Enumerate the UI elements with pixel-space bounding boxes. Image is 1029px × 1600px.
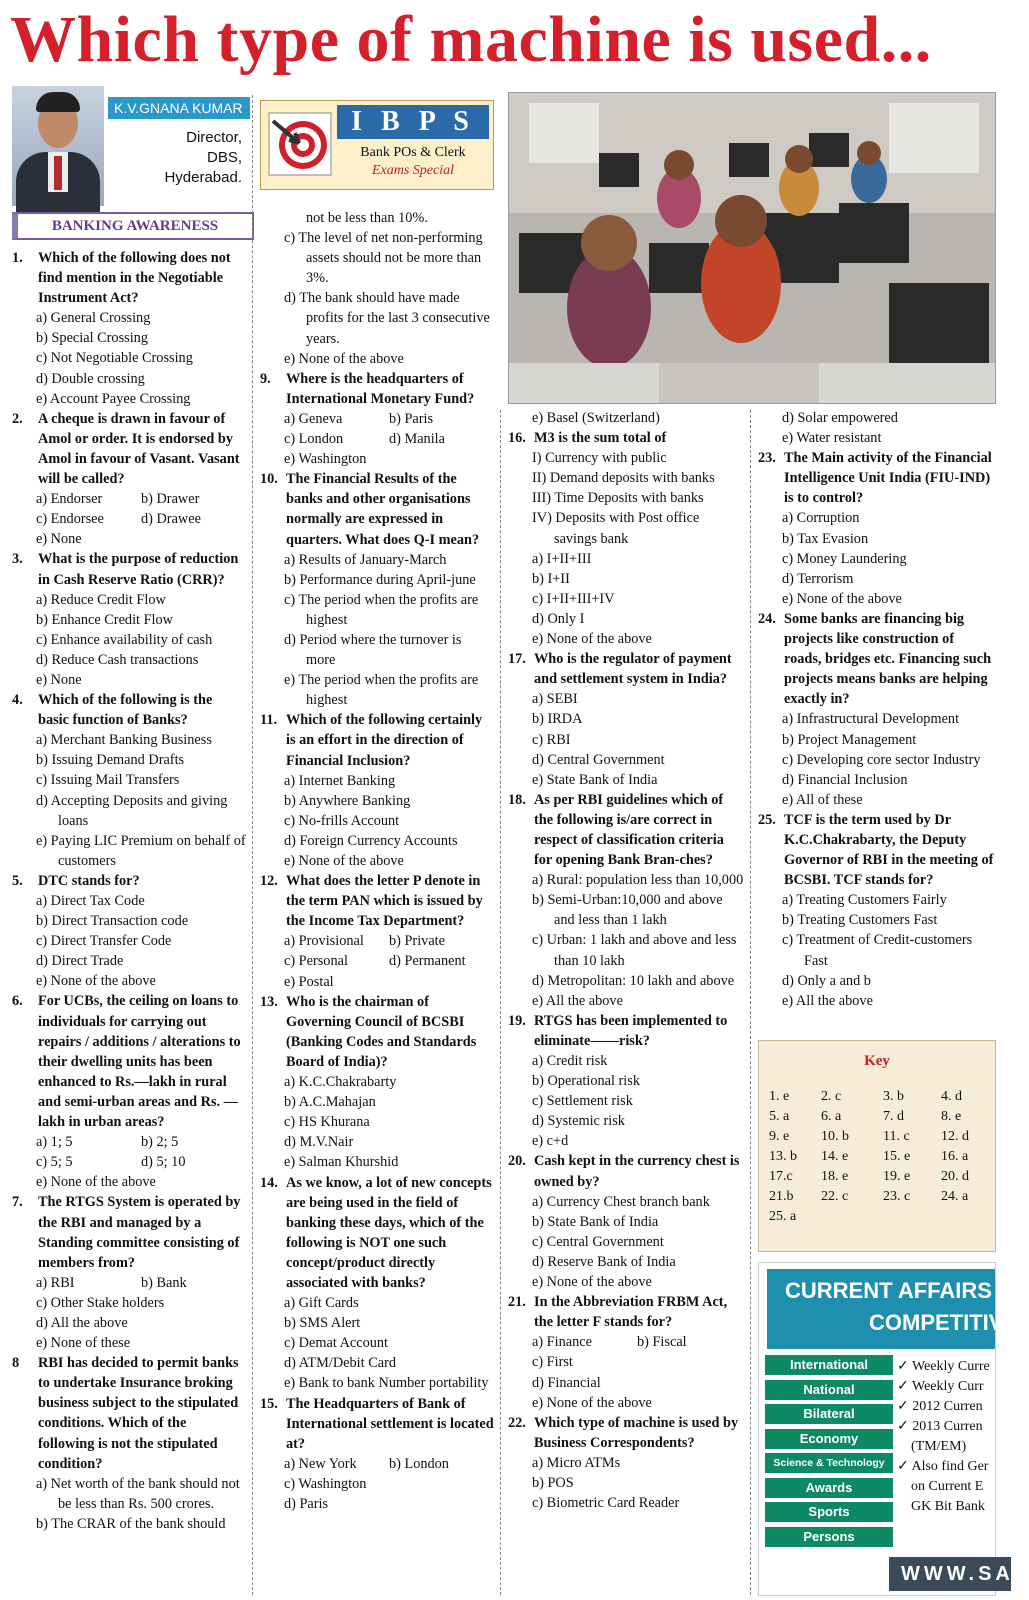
question — [12, 549, 246, 589]
option: a) RBI — [36, 1274, 75, 1291]
option: e) None of the above — [532, 631, 652, 648]
option: a) Results of January-March — [284, 551, 447, 568]
option: IV) Deposits with Post office savings bank — [532, 510, 700, 547]
option: a) Credit risk — [532, 1053, 608, 1069]
question-column-1 — [12, 248, 246, 1534]
question-text: TCF is the term used by Dr K.C.Chakrabarty, the Deputy Governor of RBI in the meeting of BCSBI. TCF stands for? — [784, 811, 994, 889]
question — [508, 428, 744, 448]
option: d) Only I — [532, 610, 585, 627]
option: a) I+II+III — [532, 550, 592, 567]
option: b) Drawer — [141, 491, 200, 508]
question-text: Which of the following does not find mention in the Negotiable Instrument Act? — [38, 250, 231, 307]
column-divider — [750, 410, 751, 1595]
question-number: 7. — [12, 1194, 23, 1211]
option-continuation: not be less than 10%. — [306, 210, 428, 226]
option-pair — [260, 1454, 494, 1474]
question-text: In the Abbreviation FRBM Act, the letter F stands for? — [534, 1294, 728, 1331]
question-text: RBI has decided to permit banks to undertake Insurance broking business subject to the stipulated conditions. Which of the following is not the stipulated condition? — [38, 1355, 239, 1472]
option: c) Personal — [284, 953, 348, 970]
ad-menu-item: International — [765, 1355, 893, 1375]
option: d) Accepting Deposits and giving loans — [36, 792, 228, 829]
option: d) 5; 10 — [141, 1154, 186, 1171]
question — [12, 1353, 246, 1474]
option: b) I+II — [532, 570, 570, 587]
answer-key-item: 15. e — [883, 1149, 911, 1164]
option: b) Private — [389, 933, 445, 950]
question — [12, 1192, 246, 1272]
question-text: Who is the chairman of Governing Council of BCSBI (Banking Codes and Standards Board of India)? — [286, 993, 477, 1070]
option: e) State Bank of India — [532, 771, 658, 788]
question — [508, 1413, 744, 1453]
question — [260, 710, 494, 770]
option: c) Developing core sector Industry — [782, 751, 981, 768]
option: e) Postal — [284, 973, 334, 990]
ad-list-item: ✓ 2013 Curren — [897, 1419, 983, 1434]
option: d) Financial Inclusion — [782, 771, 908, 788]
option: c) Treatment of Credit-customers Fast — [782, 932, 973, 969]
question-text: DTC stands for? — [38, 872, 140, 889]
option: b) SMS Alert — [284, 1315, 361, 1332]
headline: Which type of machine is used... — [10, 3, 932, 76]
option: a) Internet Banking — [284, 772, 396, 789]
ad-menu — [765, 1355, 893, 1551]
ad-list-item: ✓ Weekly Curre — [897, 1359, 990, 1374]
option: e) All the above — [782, 992, 873, 1009]
answer-key-item: 12. d — [941, 1129, 969, 1144]
current-affairs-ad — [758, 1262, 1029, 1596]
answer-key-item: 21.b — [769, 1189, 794, 1204]
question-number: 24. — [758, 610, 776, 627]
question-number: 12. — [260, 873, 278, 890]
answer-key-title: Key — [864, 1053, 890, 1069]
ad-list-item: (TM/EM) — [911, 1439, 967, 1454]
option: b) London — [389, 1455, 449, 1472]
option: e) All the above — [532, 992, 623, 1009]
question-text: A cheque is drawn in favour of Amol or order. It is endorsed by Amol in favour of Vasant. Vasant will be called? — [38, 410, 240, 488]
question-text: What does the letter P denote in the term PAN which is issued by the Income Tax Department? — [286, 873, 483, 930]
option: d) Central Government — [532, 751, 665, 768]
option: b) POS — [532, 1474, 574, 1491]
option: a) Direct Tax Code — [36, 893, 145, 909]
option: b) Paris — [389, 410, 434, 427]
option: a) Merchant Banking Business — [36, 732, 212, 749]
option: a) K.C.Chakrabarty — [284, 1074, 397, 1091]
option: d) Financial — [532, 1374, 601, 1391]
option: a) Rural: population less than 10,000 — [532, 872, 744, 889]
ad-title: CURRENT AFFAIRS FO COMPETITIVE — [767, 1269, 995, 1349]
ad-website: WWW.SA — [889, 1557, 1011, 1591]
ad-list-item: ✓ Weekly Curr — [897, 1379, 984, 1394]
question-number: 13. — [260, 993, 278, 1010]
option: b) Project Management — [782, 731, 917, 748]
option: c) First — [532, 1354, 573, 1371]
option: b) Issuing Demand Drafts — [36, 752, 185, 769]
option: b) 2; 5 — [141, 1134, 179, 1151]
option: d) Systemic risk — [532, 1113, 625, 1130]
option: c) London — [284, 431, 344, 448]
question-text: Which of the following certainly is an effort in the direction of Financial Inclusion? — [286, 712, 483, 769]
option: b) Special Crossing — [36, 330, 148, 347]
question-number: 21. — [508, 1294, 526, 1311]
ad-menu-item: Awards — [765, 1478, 893, 1498]
option: e) None — [36, 531, 82, 548]
section-title: BANKING AWARENESS — [12, 212, 254, 240]
option: a) Currency Chest branch bank — [532, 1193, 710, 1210]
answer-key-item: 17.c — [769, 1169, 793, 1184]
question — [260, 469, 494, 549]
option: c) I+II+III+IV — [532, 590, 615, 607]
option: b) Semi-Urban:10,000 and above and less than 1 lakh — [532, 892, 723, 929]
option: d) Reserve Bank of India — [532, 1253, 676, 1270]
option-pair — [12, 1152, 246, 1172]
option: b) State Bank of India — [532, 1213, 659, 1230]
question — [260, 369, 494, 409]
answer-key — [758, 1040, 996, 1252]
option: b) Performance during April-june — [284, 571, 476, 588]
option: d) Permanent — [389, 953, 466, 970]
question — [12, 871, 246, 891]
question-number: 20. — [508, 1153, 526, 1170]
question-column-4 — [758, 408, 994, 1011]
question-text: What is the purpose of reduction in Cash Reserve Ratio (CRR)? — [38, 551, 239, 588]
answer-key-item: 19. e — [883, 1169, 911, 1184]
answer-key-item: 2. c — [821, 1089, 842, 1104]
option: e) None of the above — [284, 853, 404, 869]
question-number: 8 — [12, 1355, 20, 1372]
option: b) Bank — [141, 1274, 187, 1291]
option: c) Urban: 1 lakh and above and less than 10 lakh — [532, 932, 737, 969]
option: c) HS Khurana — [284, 1114, 370, 1131]
ad-menu-item: Economy — [765, 1429, 893, 1449]
option: III) Time Deposits with banks — [532, 490, 704, 507]
option: a) Gift Cards — [284, 1295, 359, 1312]
question-number: 5. — [12, 872, 23, 889]
option: d) Drawee — [141, 511, 201, 528]
option: d) Reduce Cash transactions — [36, 651, 199, 668]
question-column-2 — [260, 208, 494, 1514]
option: b) The CRAR of the bank should — [36, 1515, 226, 1532]
ad-list — [897, 1357, 1007, 1517]
author-photo — [12, 86, 104, 206]
option: e) None of the above — [782, 590, 902, 607]
option: II) Demand deposits with banks — [532, 470, 715, 487]
option: e) Bank to bank Number portability — [284, 1375, 489, 1392]
option-pair — [260, 409, 494, 429]
question — [508, 1151, 744, 1191]
option: c) Demat Account — [284, 1335, 389, 1352]
answer-key-item: 6. a — [821, 1109, 842, 1124]
option: d) M.V.Nair — [284, 1134, 354, 1151]
question — [12, 991, 246, 1132]
option: a) 1; 5 — [36, 1134, 73, 1151]
option: c) Enhance availability of cash — [36, 631, 213, 648]
question-text: M3 is the sum total of — [534, 430, 667, 447]
question — [260, 1173, 494, 1294]
ibps-title: I B P S — [337, 105, 489, 139]
option: d) Terrorism — [782, 570, 854, 587]
ad-list-item: ✓ 2012 Curren — [897, 1399, 983, 1414]
option: a) Provisional — [284, 933, 364, 950]
option: e) The period when the profits are highest — [284, 672, 479, 709]
option-pair — [12, 509, 246, 529]
option: a) Reduce Credit Flow — [36, 591, 166, 608]
option-pair — [12, 1273, 246, 1293]
ibps-subtitle: Bank POs & Clerk — [360, 145, 466, 160]
option: a) Treating Customers Fairly — [782, 892, 947, 909]
question — [508, 649, 744, 689]
question-number: 25. — [758, 811, 776, 828]
option: d) Only a and b — [782, 972, 871, 989]
question-column-3 — [508, 408, 744, 1513]
question-number: 2. — [12, 410, 23, 427]
answer-key-item: 4. d — [941, 1089, 962, 1104]
question-text: The Financial Results of the banks and other organisations normally are expressed in quarters. What does Q-I mean? — [286, 471, 480, 548]
question-text: As we know, a lot of new concepts are being used in the field of banking these days, which of the following is NOT one such concept/product directly associated with banks? — [286, 1174, 492, 1291]
target-icon — [269, 113, 331, 175]
question — [260, 992, 494, 1072]
question-number: 14. — [260, 1174, 278, 1191]
answer-key-grid — [769, 1087, 991, 1227]
question — [260, 1394, 494, 1454]
option: a) General Crossing — [36, 310, 151, 327]
option: a) Geneva — [284, 410, 343, 427]
option: c) 5; 5 — [36, 1154, 73, 1171]
option: a) Finance — [532, 1334, 592, 1351]
option: d) Manila — [389, 431, 445, 448]
question-number: 15. — [260, 1395, 278, 1412]
answer-key-item: 18. e — [821, 1169, 849, 1184]
option: d) Metropolitan: 10 lakh and above — [532, 972, 735, 989]
option: d) Double crossing — [36, 370, 145, 387]
option: a) Net worth of the bank should not be less than Rs. 500 crores. — [36, 1475, 240, 1512]
option: c) Endorsee — [36, 511, 104, 528]
option: e) None — [36, 671, 82, 688]
option: b) Operational risk — [532, 1073, 640, 1090]
option: d) Paris — [284, 1496, 329, 1512]
option: d) The bank should have made profits for the last 3 consecutive years. — [284, 290, 490, 347]
question — [12, 690, 246, 730]
question-text: The RTGS System is operated by the RBI and managed by a Standing committee consisting of members from? — [38, 1194, 241, 1271]
option-pair — [508, 1332, 744, 1352]
option: b) Tax Evasion — [782, 530, 869, 547]
ibps-logo — [260, 100, 494, 190]
option: e) c+d — [532, 1133, 569, 1150]
question-number: 18. — [508, 791, 526, 808]
ad-menu-item: Sports — [765, 1502, 893, 1522]
question — [12, 409, 246, 489]
option: b) IRDA — [532, 711, 583, 728]
question-text: As per RBI guidelines which of the following is/are correct in respect of classification criteria for opening Bank Bran-ches? — [534, 791, 724, 869]
question-text: Which of the following is the basic function of Banks? — [38, 692, 213, 729]
option: c) Settlement risk — [532, 1093, 633, 1110]
option: d) Period where the turnover is more — [284, 631, 462, 669]
option: e) None of the above — [36, 1174, 156, 1191]
question — [12, 248, 246, 308]
exam-hall-photo — [508, 92, 996, 404]
question-number: 11. — [260, 712, 278, 729]
answer-key-item: 24. a — [941, 1189, 969, 1204]
option: e) Account Payee Crossing — [36, 390, 191, 407]
question-number: 22. — [508, 1414, 526, 1431]
answer-key-item: 13. b — [769, 1149, 797, 1164]
ad-menu-item: Persons — [765, 1527, 893, 1547]
ad-list-item: on Current E — [911, 1479, 984, 1494]
option: e) Water resistant — [782, 430, 882, 447]
question-number: 4. — [12, 692, 23, 709]
question — [508, 1292, 744, 1332]
option: c) Money Laundering — [782, 550, 907, 567]
answer-key-item: 9. e — [769, 1129, 790, 1144]
option: a) Corruption — [782, 510, 860, 527]
question-text: Where is the headquarters of International Monetary Fund? — [286, 370, 475, 407]
question-number: 19. — [508, 1012, 526, 1029]
option: c) Washington — [284, 1475, 367, 1492]
option: c) Issuing Mail Transfers — [36, 772, 180, 789]
ad-list-item: ✓ Also find Ger — [897, 1459, 989, 1474]
option-pair — [260, 931, 494, 951]
answer-key-item: 25. a — [769, 1209, 797, 1224]
answer-key-item: 3. b — [883, 1089, 904, 1104]
answer-key-item: 8. e — [941, 1109, 962, 1124]
option: d) All the above — [36, 1314, 128, 1331]
option: d) Foreign Currency Accounts — [284, 832, 458, 849]
option: d) Direct Trade — [36, 953, 124, 970]
option-pair — [12, 489, 246, 509]
question-number: 17. — [508, 651, 526, 668]
question-number: 9. — [260, 370, 271, 387]
option-pair — [260, 429, 494, 449]
answer-key-item: 5. a — [769, 1109, 790, 1124]
option: b) Enhance Credit Flow — [36, 611, 173, 628]
question-text: The Main activity of the Financial Intelligence Unit India (FIU-IND) is to control? — [784, 450, 992, 507]
question — [758, 448, 994, 508]
question-text: For UCBs, the ceiling on loans to individuals for carrying out repairs / additions / alterations to their dwelling units has been enhanced to Rs.—lakh in rural and semi-urban areas and Rs. — lakh in urban areas? — [38, 993, 241, 1131]
option: e) None of the above — [284, 350, 404, 367]
ad-menu-item: National — [765, 1380, 893, 1400]
ad-menu-item: Science & Technology — [765, 1453, 893, 1473]
option-pair — [12, 1132, 246, 1152]
question-number: 1. — [12, 250, 23, 266]
ibps-tagline: Exams Special — [371, 163, 455, 178]
option: e) All of these — [782, 791, 863, 808]
option: a) Endorser — [36, 491, 103, 508]
author-role: Director, DBS, Hyderabad. — [164, 129, 242, 186]
answer-key-item: 22. c — [821, 1189, 849, 1204]
question-text: Some banks are financing big projects like construction of roads, bridges etc. Financing such projects means banks are helping exactly in? — [784, 610, 992, 708]
question — [508, 790, 744, 870]
question-number: 23. — [758, 450, 776, 467]
question — [758, 609, 994, 709]
option: I) Currency with public — [532, 450, 667, 467]
answer-key-item: 14. e — [821, 1149, 849, 1164]
option: a) SEBI — [532, 691, 578, 708]
option: c) The level of net non-performing assets should not be more than 3%. — [284, 230, 483, 287]
author-name: K.V.GNANA KUMAR — [108, 97, 250, 119]
option: c) Biometric Card Reader — [532, 1495, 680, 1512]
answer-key-item: 7. d — [883, 1109, 904, 1124]
question-number: 3. — [12, 551, 23, 568]
option: c) The period when the profits are highest — [284, 591, 479, 628]
question — [758, 810, 994, 890]
option: e) Washington — [284, 451, 367, 468]
question — [508, 1011, 744, 1051]
option: b) Anywhere Banking — [284, 792, 411, 809]
option-pair — [260, 951, 494, 971]
option: c) Central Government — [532, 1233, 664, 1250]
question-number: 6. — [12, 993, 23, 1010]
option: b) A.C.Mahajan — [284, 1094, 376, 1111]
column-divider — [252, 95, 253, 1595]
question-text: RTGS has been implemented to eliminate——risk? — [534, 1012, 728, 1049]
option: b) Direct Transaction code — [36, 913, 189, 930]
option: e) None of the above — [532, 1274, 652, 1291]
option: a) Micro ATMs — [532, 1454, 621, 1471]
option: e) None of the above — [36, 973, 156, 990]
answer-key-item: 23. c — [883, 1189, 911, 1204]
option: c) No-frills Account — [284, 812, 400, 829]
option: a) New York — [284, 1455, 357, 1472]
question-text: Cash kept in the currency chest is owned by? — [534, 1153, 740, 1190]
question-number: 16. — [508, 430, 526, 447]
option: c) Other Stake holders — [36, 1294, 165, 1311]
column-divider — [500, 410, 501, 1595]
option: e) Basel (Switzerland) — [532, 410, 660, 426]
option: b) Fiscal — [637, 1334, 687, 1351]
answer-key-item: 11. c — [883, 1129, 910, 1144]
answer-key-item: 16. a — [941, 1149, 969, 1164]
option: d) Solar empowered — [782, 410, 898, 426]
ad-list-item: GK Bit Bank — [911, 1499, 985, 1514]
question-text: Which type of machine is used by Business Correspondents? — [534, 1414, 739, 1451]
option: e) None of the above — [532, 1394, 652, 1411]
option: c) Direct Transfer Code — [36, 933, 172, 950]
option: d) ATM/Debit Card — [284, 1355, 396, 1372]
option: e) Paying LIC Premium on behalf of customers — [36, 832, 246, 869]
option: b) Treating Customers Fast — [782, 912, 938, 929]
option: a) Infrastructural Development — [782, 711, 960, 728]
question-text: The Headquarters of Bank of International settlement is located at? — [286, 1395, 494, 1452]
option: e) None of these — [36, 1335, 131, 1352]
answer-key-item: 20. d — [941, 1169, 969, 1184]
question-number: 10. — [260, 471, 278, 488]
question-text: Who is the regulator of payment and settlement system in India? — [534, 651, 732, 688]
question — [260, 871, 494, 931]
ad-menu-item: Bilateral — [765, 1404, 893, 1424]
answer-key-item: 10. b — [821, 1129, 849, 1144]
option: e) Salman Khurshid — [284, 1154, 399, 1171]
option: c) Not Negotiable Crossing — [36, 350, 193, 367]
option: c) RBI — [532, 731, 571, 748]
answer-key-item: 1. e — [769, 1089, 790, 1104]
